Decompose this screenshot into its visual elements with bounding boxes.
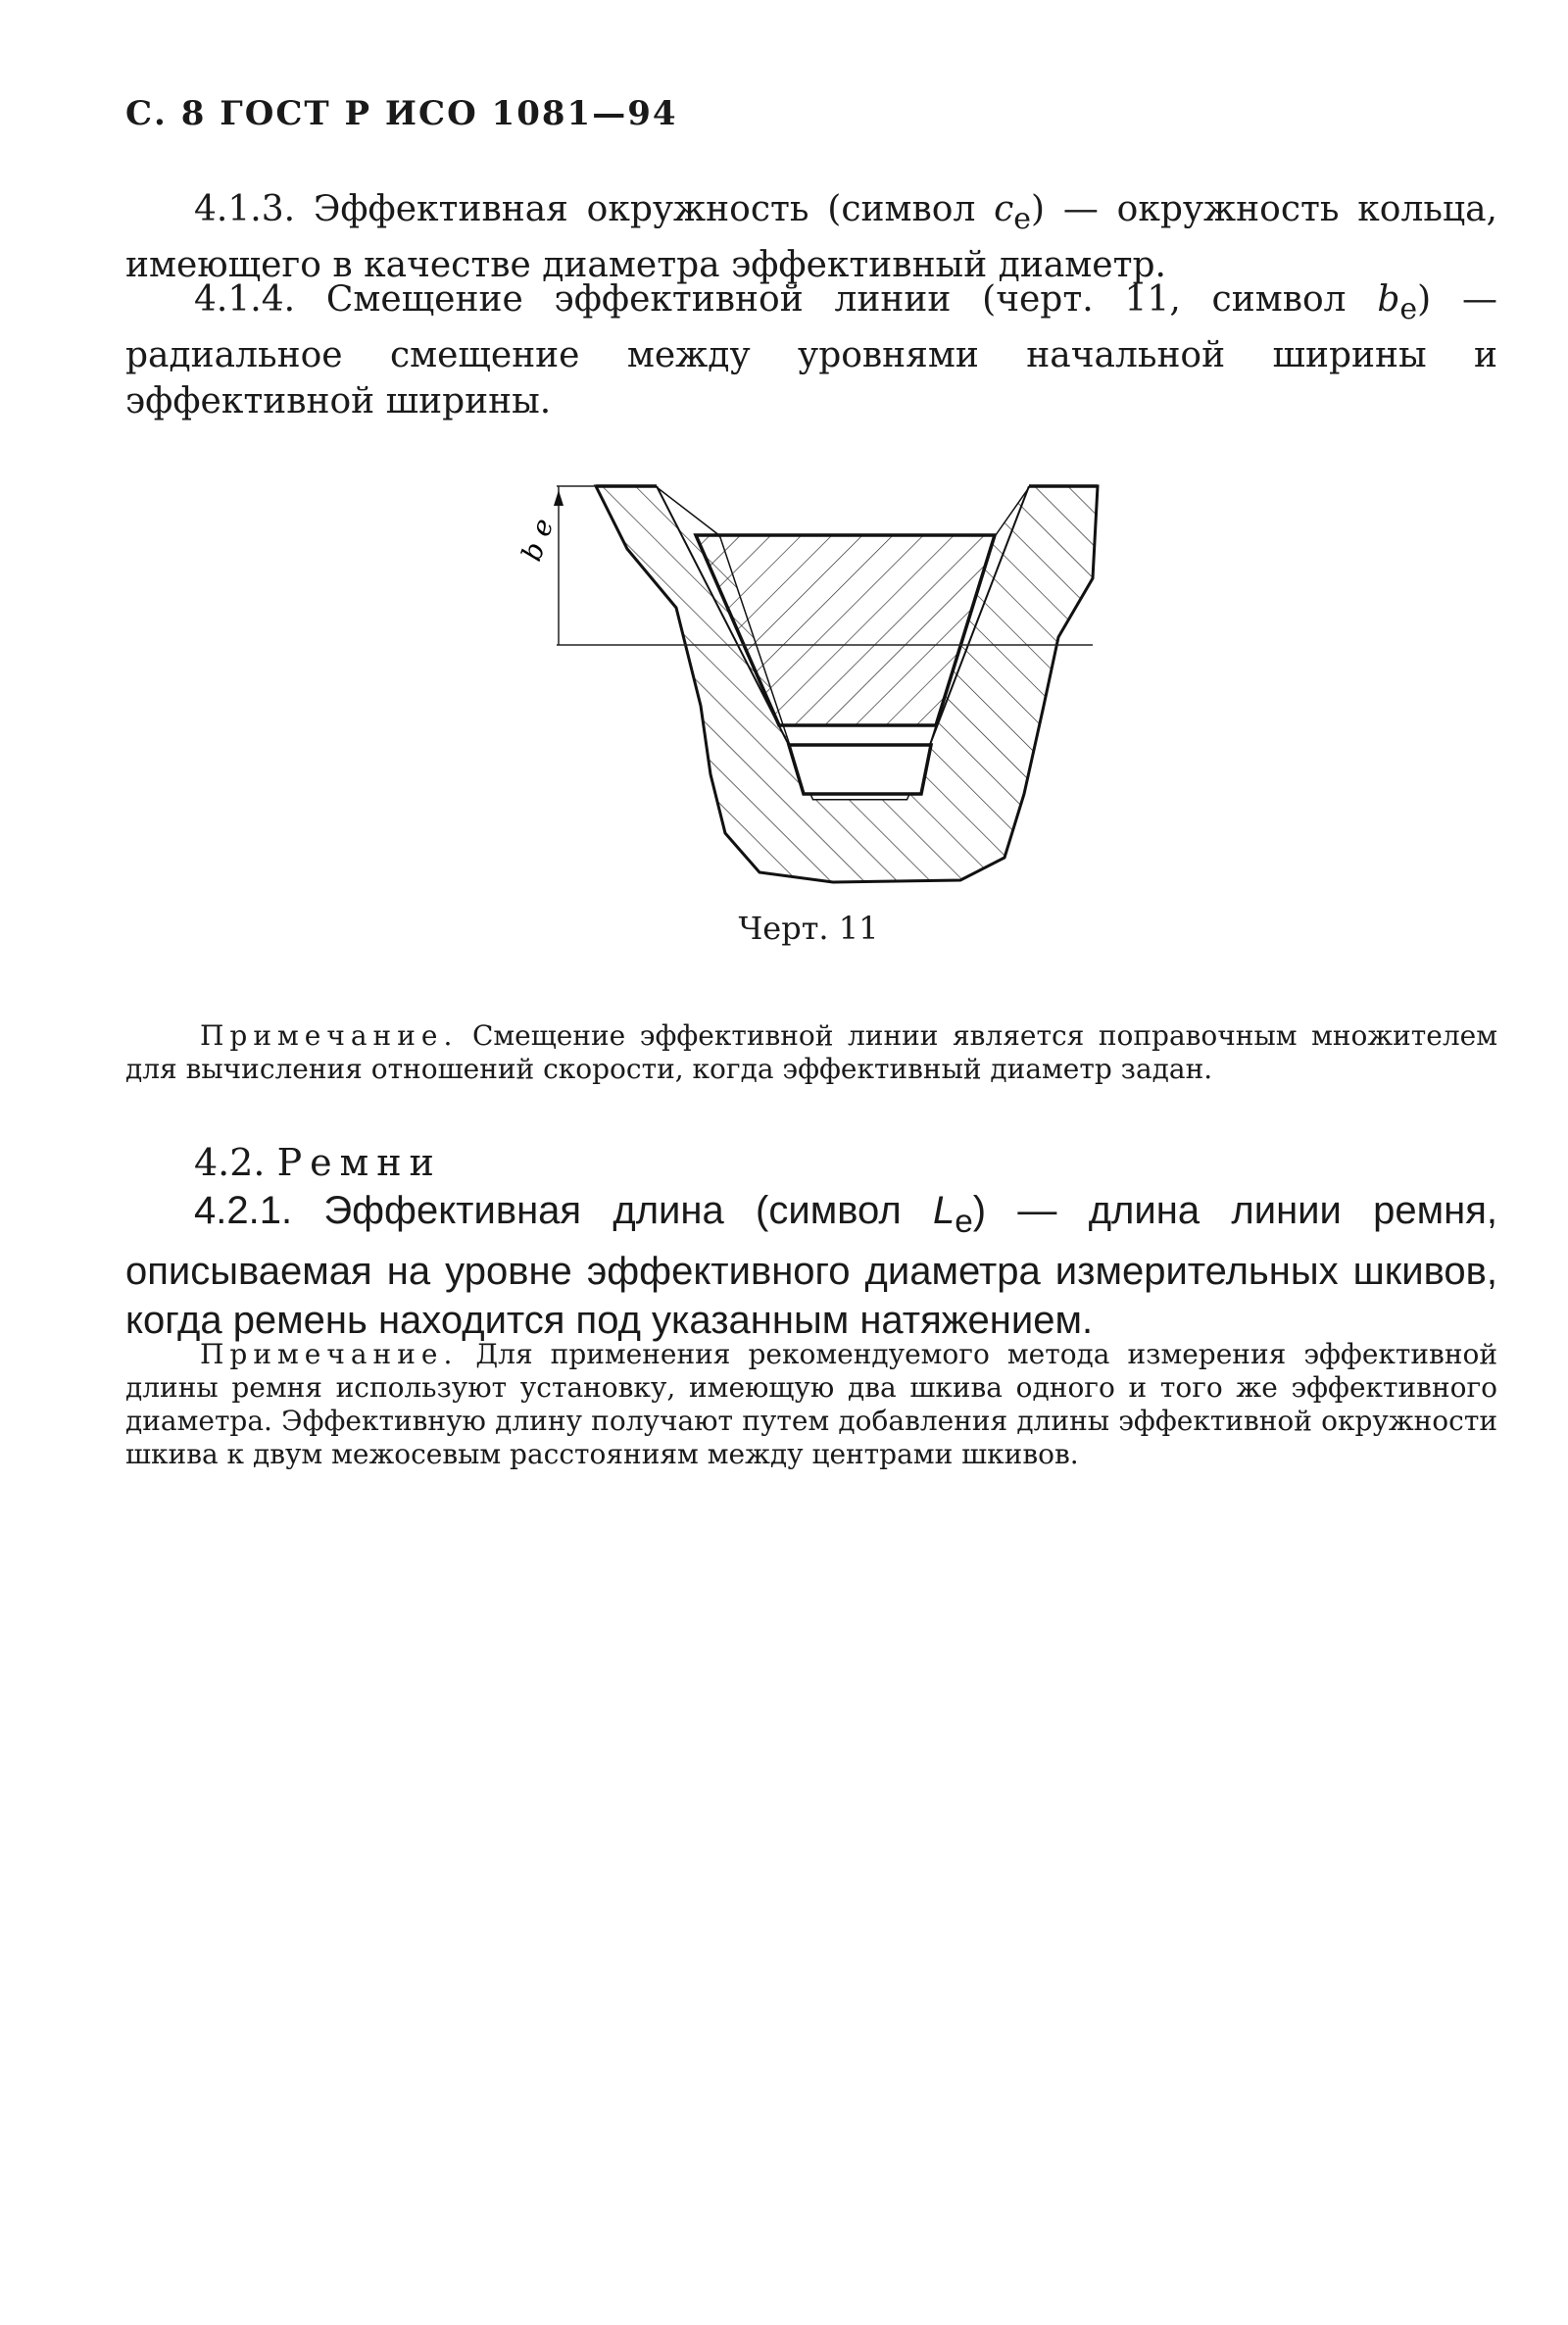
- symbol-subscript: e: [955, 1204, 973, 1240]
- note-lead: Примечание.: [200, 1019, 459, 1052]
- dimension-label: b e: [514, 514, 561, 566]
- symbol-subscript: e: [1399, 292, 1418, 327]
- clause-text: ) — окружность кольца, имеющего в качестве диаметра эффективный диаметр.: [125, 189, 1497, 286]
- clause-number: 4.1.3.: [194, 189, 296, 229]
- symbol: L: [933, 1189, 956, 1232]
- symbol: b: [1377, 279, 1400, 320]
- note-2: [125, 1338, 1497, 1471]
- paragraph-4-1-4: [125, 276, 1497, 424]
- symbol-subscript: e: [1013, 202, 1032, 237]
- pulley-groove-diagram: [510, 461, 1107, 902]
- note-text: Для применения рекомендуемого метода измерения эффективной длины ремня используют установку, имеющую два шкива одного и того же эффективного диаметра. Эффективную длину получают путем добавления длины эффективной окружности шкива к двум межосевым расстояниям между центрами шкивов.: [125, 1338, 1497, 1470]
- note-1: [125, 1019, 1497, 1086]
- symbol: c: [994, 189, 1014, 229]
- section-heading: [194, 1141, 442, 1184]
- paragraph-4-1-3: [125, 186, 1497, 288]
- note-lead: Примечание.: [200, 1338, 459, 1370]
- clause-text: ) — длина линии ремня, описываемая на уровне эффективного диаметра измерительных шкивов, когда ремень находится под указанным натяжением.: [125, 1189, 1497, 1342]
- dimension-arrow-icon: [554, 490, 564, 506]
- note-text: Смещение эффективной линии является поправочным множителем для вычисления отношений скорости, когда эффективный диаметр задан.: [125, 1019, 1498, 1085]
- figure-caption: Черт. 11: [738, 910, 879, 947]
- clause-text: Смещение эффективной линии (черт. 11, символ: [325, 279, 1378, 320]
- clause-text: Эффективная длина (символ: [323, 1189, 933, 1232]
- section-title: Ремни: [276, 1141, 442, 1184]
- clause-text: Эффективная окружность (символ: [313, 189, 995, 229]
- clause-number: 4.2.1.: [194, 1189, 293, 1232]
- clause-text: ) — радиальное смещение между уровнями начальной ширины и эффективной ширины.: [125, 279, 1497, 422]
- clause-number: 4.1.4.: [194, 279, 296, 320]
- figure-11-drawing: [510, 461, 1107, 902]
- groove-bottom: [789, 745, 931, 794]
- page-header: С. 8 ГОСТ Р ИСО 1081—94: [125, 94, 678, 133]
- section-number: 4.2.: [194, 1141, 266, 1184]
- paragraph-4-2-1: [125, 1186, 1497, 1345]
